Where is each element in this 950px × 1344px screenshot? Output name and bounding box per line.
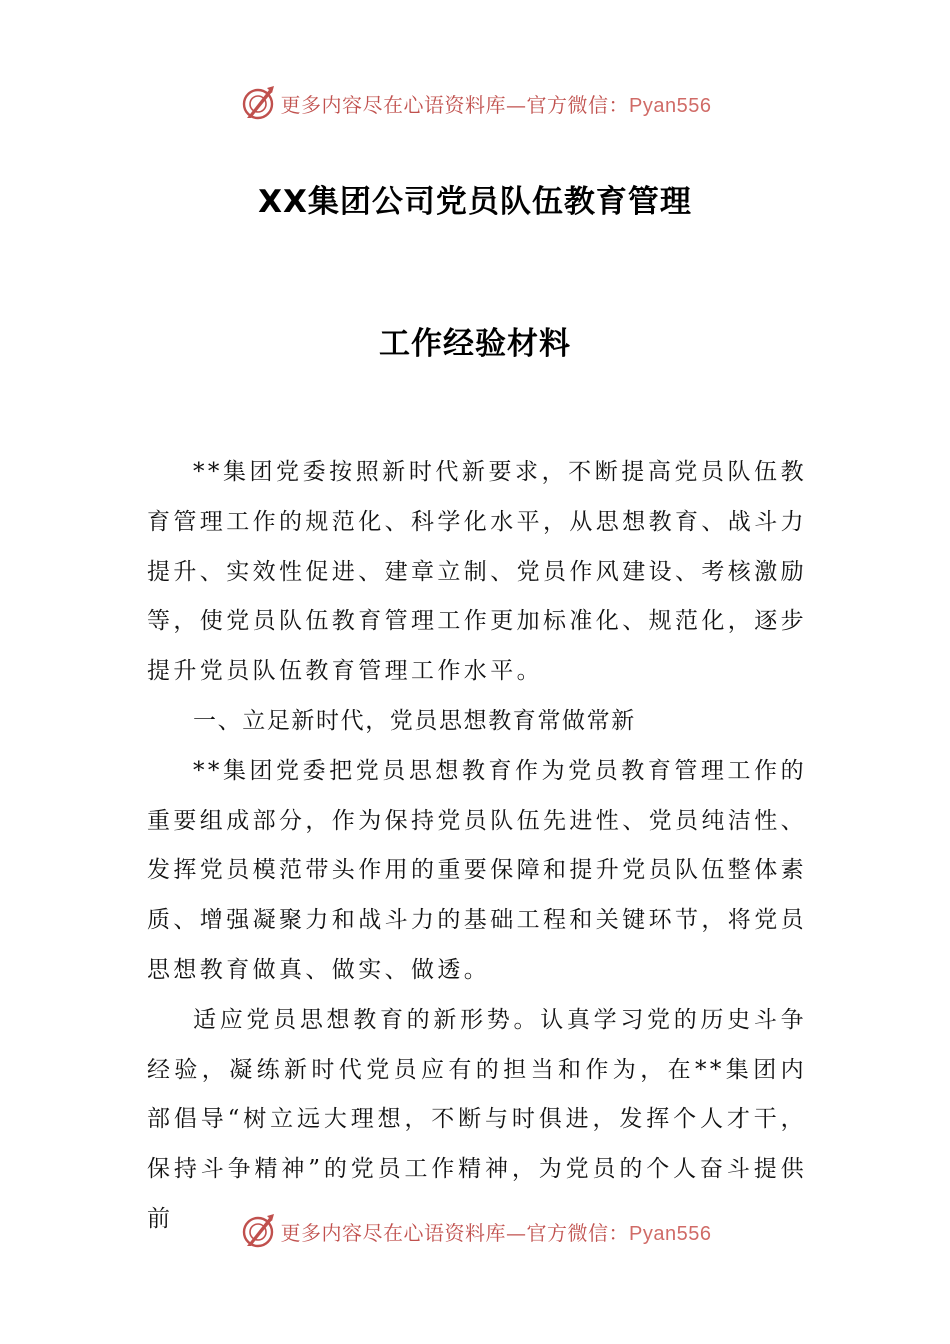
paragraph-intro: **集团党委按照新时代新要求，不断提高党员队伍教育管理工作的规范化、科学化水平，从思想教育、战斗力提升、实效性促进、建章立制、党员作风建设、考核激励等，使党员队伍教育管理工作更加标准化、规范化，逐步提升党员队伍教育管理工作水平。 [147, 459, 807, 685]
section-heading-1: 一、立足新时代，党员思想教育常做常新 [193, 707, 636, 734]
paragraph-section-1: **集团党委把党员思想教育作为党员教育管理工作的重要组成部分，作为保持党员队伍先进性、党员纯洁性、发挥党员模范带头作用的重要保障和提升党员队伍整体素质、增强凝聚力和战斗力的基础工程和关键环节，将党员思想教育做真、做实、做透。 [147, 757, 807, 983]
document-title-line-2: 工作经验材料 [379, 326, 571, 362]
document-body [147, 448, 807, 1245]
watermark-text: 更多内容尽在心语资料库—官方微信：Pyan556 [280, 92, 712, 117]
quill-logo-icon [239, 1212, 277, 1250]
document-title-line-1: XX集团公司党员队伍教育管理 [258, 184, 692, 220]
quill-logo-icon [239, 84, 277, 122]
paragraph-section-1b: 适应党员思想教育的新形势。认真学习党的历史斗争经验，凝练新时代党员应有的担当和作为，在**集团内部倡导“树立远大理想，不断与时俱进，发挥个人才干，保持斗争精神”的党员工作精神，为党员的个人奋斗提供前 [147, 1006, 807, 1232]
footer-watermark-banner [0, 1211, 950, 1251]
header-watermark-banner [0, 83, 950, 123]
watermark-text: 更多内容尽在心语资料库—官方微信：Pyan556 [280, 1220, 712, 1245]
